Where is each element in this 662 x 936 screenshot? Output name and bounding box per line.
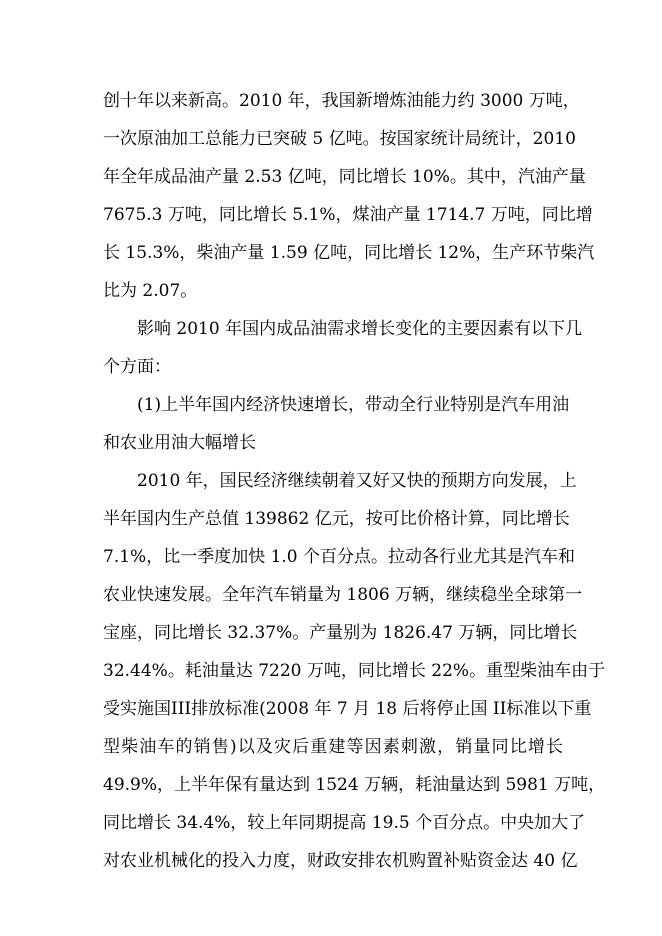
paragraph-1-line-5: 长 15.3%，柴油产量 1.59 亿吨，同比增长 12%，生产环节柴汽 (103, 243, 595, 263)
paragraph-3-line-7: 受实施国III排放标准(2008 年 7 月 18 后将停止国 II标准以下重 (103, 699, 592, 719)
paragraph-3-line-3: 7.1%，比一季度加快 1.0 个百分点。拉动各行业尤其是汽车和 (103, 547, 576, 567)
paragraph-3-line-4: 农业快速发展。全年汽车销量为 1806 万辆，继续稳坐全球第一 (103, 585, 583, 605)
paragraph-3-line-1: 2010 年，国民经济继续朝着又好又快的预期方向发展，上 (137, 471, 577, 491)
paragraph-3-line-6: 32.44%。耗油量达 7220 万吨，同比增长 22%。重型柴油车由于 (103, 661, 606, 681)
paragraph-1-line-3: 年全年成品油产量 2.53 亿吨，同比增长 10%。其中，汽油产量 (103, 167, 586, 187)
paragraph-3-line-8: 型柴油车的销售)以及灾后重建等因素刺激，销量同比增长 (103, 737, 563, 757)
paragraph-2-line-2: 个方面： (103, 357, 171, 377)
paragraph-3-line-2: 半年国内生产总值 139862 亿元，按可比价格计算，同比增长 (103, 509, 570, 529)
paragraph-1-line-4: 7675.3 万吨，同比增长 5.1%，煤油产量 1714.7 万吨，同比增 (103, 205, 593, 225)
paragraph-2-line-1: 影响 2010 年国内成品油需求增长变化的主要因素有以下几 (137, 319, 583, 339)
heading-1-line-2: 和农业用油大幅增长 (103, 433, 256, 453)
paragraph-1-line-1: 创十年以来新高。2010 年，我国新增炼油能力约 3000 万吨， (103, 91, 580, 111)
paragraph-3-line-10: 同比增长 34.4%，较上年同期提高 19.5 个百分点。中央加大了 (103, 813, 586, 833)
heading-1-line-1: (1)上半年国内经济快速增长，带动全行业特别是汽车用油 (137, 395, 570, 415)
paragraph-3-line-9: 49.9%，上半年保有量达到 1524 万辆，耗油量达到 5981 万吨， (103, 775, 606, 795)
paragraph-1-line-2: 一次原油加工总能力已突破 5 亿吨。按国家统计局统计，2010 (103, 129, 576, 149)
paragraph-3-line-5: 宝座，同比增长 32.37%。产量别为 1826.47 万辆，同比增长 (103, 623, 578, 643)
paragraph-3-line-11: 对农业机械化的投入力度，财政安排农机购置补贴资金达 40 亿 (103, 851, 578, 871)
paragraph-1-line-6: 比为 2.07。 (103, 281, 198, 301)
